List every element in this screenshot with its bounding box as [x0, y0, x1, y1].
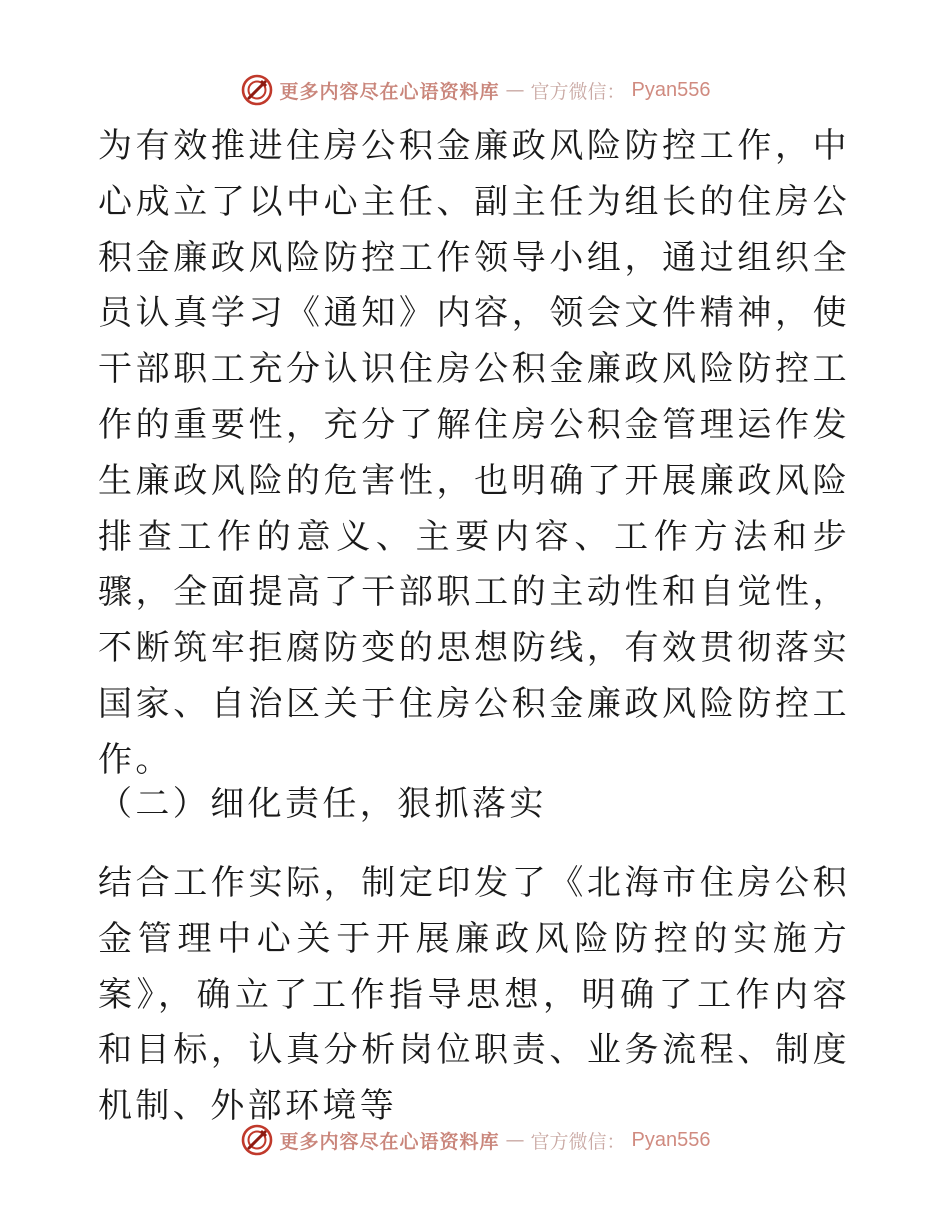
watermark-wechat-id: Pyan556 — [631, 78, 711, 101]
body-paragraph-2: 结合工作实际，制定印发了《北海市住房公积金管理中心关于开展廉政风险防控的实施方案》，确立了工作指导思想，明确了工作内容和目标，认真分析岗位职责、业务流程、制度机制、外部环境等 — [98, 863, 850, 1127]
watermark-separator: — — [505, 1129, 525, 1151]
watermark-wechat-id: Pyan556 — [631, 1128, 711, 1151]
watermark-wechat-label: 官方微信： — [530, 80, 626, 103]
footer-watermark — [0, 1118, 950, 1162]
watermark-text: 更多内容尽在心语资料库 — [279, 80, 500, 103]
watermark-wechat-label: 官方微信： — [530, 1130, 626, 1153]
section-heading: （二）细化责任，狠抓落实 — [98, 784, 547, 824]
brand-logo-icon — [240, 73, 274, 107]
watermark-text: 更多内容尽在心语资料库 — [279, 1130, 500, 1153]
body-paragraph-1: 为有效推进住房公积金廉政风险防控工作，中心成立了以中心主任、副主任为组长的住房公积金廉政风险防控工作领导小组，通过组织全员认真学习《通知》内容，领会文件精神，使干部职工充分认识住房公积金廉政风险防控工作的重要性，充分了解住房公积金管理运作发生廉政风险的危害性，也明确了开展廉政风险排查工作的意义、主要内容、工作方法和步骤，全面提高了干部职工的主动性和自觉性，不断筑牢拒腐防变的思想防线，有效贯彻落实国家、自治区关于住房公积金廉政风险防控工作。 — [98, 126, 850, 780]
brand-logo-icon — [240, 1123, 274, 1157]
watermark-separator: — — [505, 79, 525, 101]
header-watermark — [0, 68, 950, 112]
